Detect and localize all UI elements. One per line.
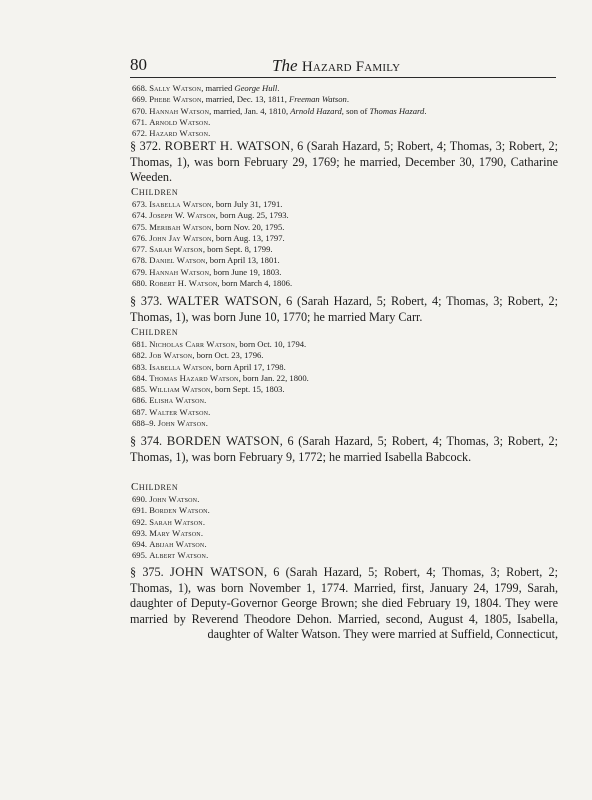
list-item: 692. Sarah Watson. (132, 516, 205, 527)
list-item: 677. Sarah Watson, born Sept. 8, 1799. (132, 244, 273, 255)
list-item: 690. John Watson. (132, 494, 200, 504)
list-item: 675. Meribah Watson, born Nov. 20, 1795. (132, 221, 285, 232)
page-number: 80 (130, 55, 147, 74)
list-item: 671. Arnold Watson. (132, 116, 211, 127)
list-item: 681. Nicholas Carr Watson, born Oct. 10, 1794. (132, 339, 307, 349)
list-item: 679. Hannah Watson, born June 19, 1803. (132, 266, 282, 277)
page-header (130, 55, 556, 77)
section-374-paragraph: § 374. BORDEN WATSON, 6 (Sarah Hazard, 5; Robert, 4; Thomas, 3; Robert, 2; Thomas, 1), was born February 9, 1772; he married Isabella Babcock. (130, 434, 559, 464)
list-item: 682. Job Watson, born Oct. 23, 1796. (132, 350, 264, 361)
list-item: 670. Hannah Watson, married, Jan. 4, 1810, Arnold Hazard, son of Thomas Hazard. (132, 105, 427, 116)
top-children-list (132, 83, 426, 139)
section-372-paragraph: § 372. ROBERT H. WATSON, 6 (Sarah Hazard, 5; Robert, 4; Thomas, 3; Robert, 2; Thomas, 1), was born February 29, 1769; he married, December 30, 1790, Catharine Weeden. (130, 139, 558, 185)
list-item: 673. Isabella Watson, born July 31, 1791. (132, 199, 283, 209)
list-item: 674. Joseph W. Watson, born Aug. 25, 1793. (132, 210, 289, 221)
list-item: 685. William Watson, born Sept. 15, 1803. (132, 384, 285, 395)
section-372-children-heading: Children (131, 186, 179, 198)
list-item: 691. Borden Watson. (132, 505, 210, 516)
list-item: 669. Phebe Watson, married, Dec. 13, 1811, Freeman Watson. (132, 94, 350, 105)
section-373-children-heading: Children (131, 326, 179, 338)
list-item: 693. Mary Watson. (132, 527, 203, 538)
list-item: 683. Isabella Watson, born April 17, 1798. (132, 361, 286, 372)
list-item: 672. Hazard Watson. (132, 128, 211, 139)
list-item: 668. Sally Watson, married George Hull. (132, 83, 280, 93)
section-373-paragraph: § 373. WALTER WATSON, 6 (Sarah Hazard, 5; Robert, 4; Thomas, 3; Robert, 2; Thomas, 1), was born June 10, 1770; he married Mary Carr. (130, 294, 559, 324)
list-item: 688–9. John Watson. (132, 418, 208, 429)
section-375-paragraph: § 375. JOHN WATSON, 6 (Sarah Hazard, 5; Robert, 4; Thomas, 3; Robert, 2; Thomas, 1), was born November 1, 1774. Married, first, January 24, 1799, Sarah, daughter of Deputy-Governor George Brown; she died February 19, 1804. They were married by Reverend Theodore Dehon. Married, second, August 4, 1805, Isabella, daughter of Walter Watson. They were married at Suffield, Connecticut, (130, 565, 559, 642)
list-item: 676. John Jay Watson, born Aug. 13, 1797. (132, 232, 285, 243)
list-item: 680. Robert H. Watson, born March 4, 1806. (132, 278, 293, 289)
section-374-children-heading: Children (131, 481, 179, 493)
list-item: 695. Albert Watson. (132, 550, 209, 561)
section-372-children-list (132, 199, 292, 289)
running-head-title: Hazard Family (301, 59, 401, 75)
running-head-the: The (272, 56, 298, 75)
list-item: 694. Abijah Watson. (132, 539, 207, 550)
header-rule (130, 77, 556, 78)
running-head (272, 56, 400, 76)
list-item: 686. Elisha Watson. (132, 395, 207, 406)
section-373-children-list (132, 339, 309, 429)
list-item: 687. Walter Watson. (132, 406, 211, 417)
section-374-children-list (132, 494, 210, 562)
list-item: 678. Daniel Watson, born April 13, 1801. (132, 255, 280, 266)
list-item: 684. Thomas Hazard Watson, born Jan. 22, 1800. (132, 372, 309, 383)
